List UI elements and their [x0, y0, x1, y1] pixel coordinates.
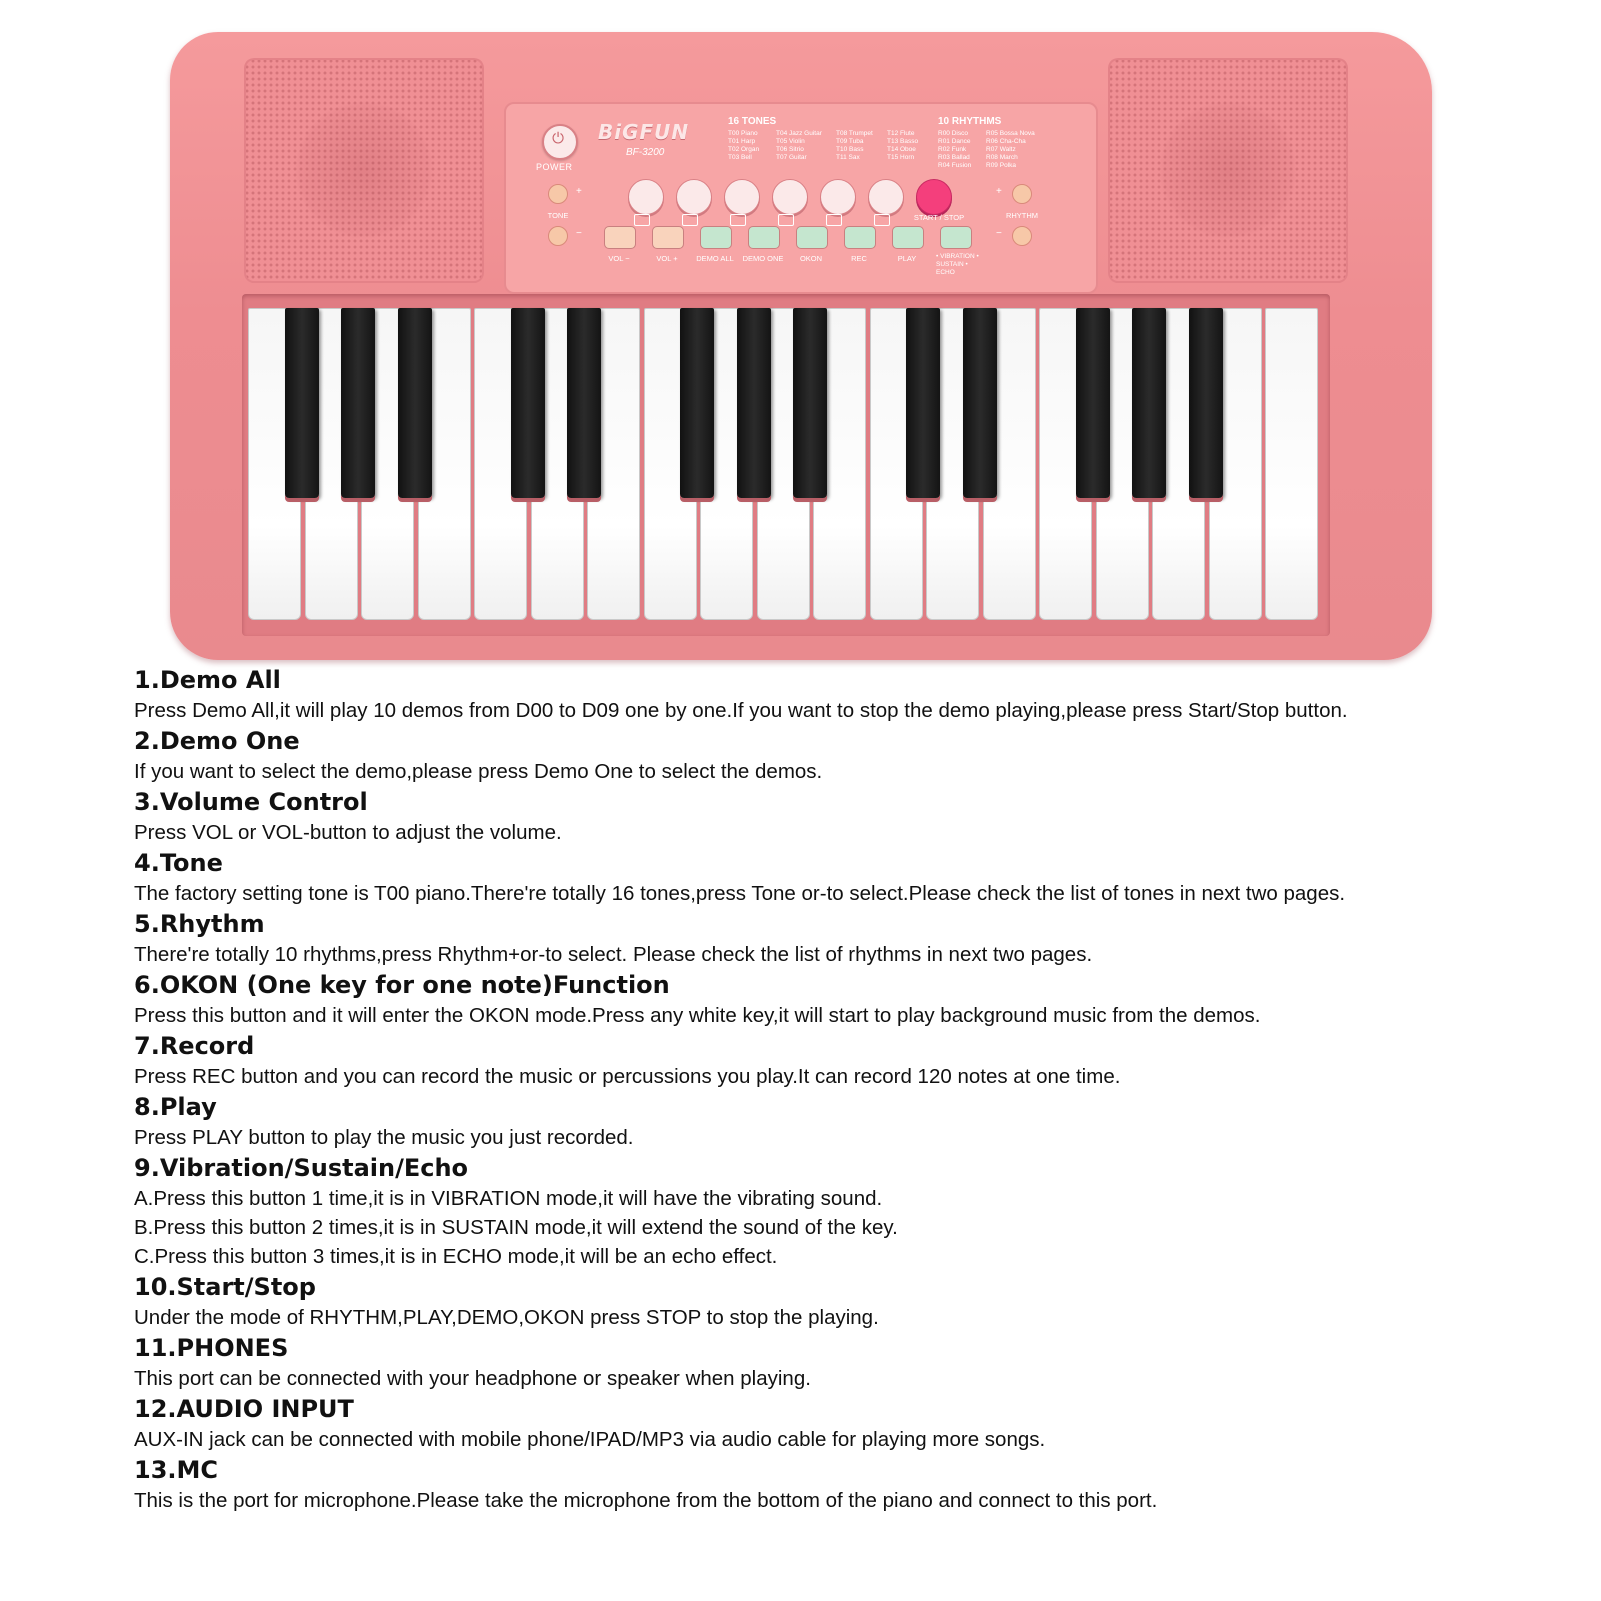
play-label: PLAY: [897, 254, 917, 263]
drum-icon-4: [778, 214, 794, 226]
section-title: 6.OKON (One key for one note)Function: [134, 971, 670, 999]
black-key: [906, 308, 940, 498]
effects-label: • VIBRATION • SUSTAIN • ECHO: [936, 253, 979, 276]
instruction-section: [134, 908, 1574, 969]
black-key: [285, 308, 319, 498]
tones-title: 16 TONES: [728, 116, 777, 127]
demo-one-button: [748, 226, 780, 249]
control-panel: [504, 102, 1098, 294]
instruction-section: [134, 786, 1574, 847]
drum-pad-3: [724, 179, 760, 215]
rhythms-title: 10 RHYTHMS: [938, 116, 1002, 127]
vol-plus-label: VOL +: [656, 254, 678, 263]
vol-minus-label: VOL −: [608, 254, 630, 263]
demo-one-label: DEMO ONE: [742, 254, 784, 263]
rec-button: [844, 226, 876, 249]
rhythm-minus-sign: −: [996, 228, 1002, 239]
section-text: This is the port for microphone.Please take the microphone from the bottom of the piano and connect to this port.: [134, 1489, 1158, 1512]
vibration-sustain-echo-button: [940, 226, 972, 249]
vol-minus-button: [604, 226, 636, 249]
instruction-section: [134, 1332, 1574, 1393]
section-text: AUX-IN jack can be connected with mobile phone/IPAD/MP3 via audio cable for playing more songs.: [134, 1428, 1046, 1451]
white-key: [1265, 308, 1318, 620]
start-stop-label: START / STOP: [913, 213, 965, 222]
drum-icon-2: [682, 214, 698, 226]
demo-all-button: [700, 226, 732, 249]
tone-plus-button: [548, 184, 568, 204]
rhythm-list-col-1: R00 Disco R01 Dance R02 Funk R03 Ballad R04 Fusion: [938, 130, 972, 169]
black-key: [793, 308, 827, 498]
tone-plus-sign: +: [576, 186, 582, 197]
instruction-section: [134, 1152, 1574, 1271]
okon-label: OKON: [799, 254, 823, 263]
rec-label: REC: [851, 254, 867, 263]
instruction-section: [134, 1393, 1574, 1454]
brand-logo: BiGFUN: [598, 120, 690, 144]
section-title: 12.AUDIO INPUT: [134, 1395, 354, 1423]
section-text: This port can be connected with your headphone or speaker when playing.: [134, 1367, 811, 1390]
drum-pad-4: [772, 179, 808, 215]
rhythm-minus-button: [1012, 226, 1032, 246]
section-text: If you want to select the demo,please press Demo One to select the demos.: [134, 760, 823, 783]
instruction-section: [134, 1271, 1574, 1332]
section-text: Press VOL or VOL-button to adjust the volume.: [134, 821, 562, 844]
tone-label: TONE: [547, 211, 569, 220]
instruction-section: [134, 725, 1574, 786]
instruction-section: [134, 847, 1574, 908]
tone-list-col-2: T04 Jazz Guitar T05 Violin T06 Sitrio T07 Guitar: [776, 130, 822, 161]
section-text: Press REC button and you can record the music or percussions you play.It can record 120 notes at one time.: [134, 1065, 1121, 1088]
rhythm-label: RHYTHM: [1005, 211, 1039, 220]
rhythm-list-col-2: R05 Bossa Nova R06 Cha-Cha R07 Waltz R08 March R09 Polka: [986, 130, 1035, 169]
rhythm-plus-button: [1012, 184, 1032, 204]
section-text: Press this button and it will enter the OKON mode.Press any white key,it will start to play background music from the demos.: [134, 1004, 1261, 1027]
tone-list-col-3: T08 Trumpet T09 Tuba T10 Bass T11 Sax: [836, 130, 873, 161]
drum-icon-1: [634, 214, 650, 226]
drum-icon-6: [874, 214, 890, 226]
black-key: [398, 308, 432, 498]
model-number: BF-3200: [626, 147, 665, 158]
section-title: 2.Demo One: [134, 727, 300, 755]
drum-pad-1: [628, 179, 664, 215]
keyboard-image: [170, 32, 1432, 660]
black-key: [1076, 308, 1110, 498]
section-text: There're totally 10 rhythms,press Rhythm+or-to select. Please check the list of rhythms in next two pages.: [134, 943, 1093, 966]
instructions: [134, 664, 1574, 1515]
section-text: The factory setting tone is T00 piano.There're totally 16 tones,press Tone or-to select.Please check the list of tones in next two pages.: [134, 882, 1346, 905]
section-title: 9.Vibration/Sustain/Echo: [134, 1154, 469, 1182]
section-title: 7.Record: [134, 1032, 255, 1060]
drum-pad-2: [676, 179, 712, 215]
black-key: [567, 308, 601, 498]
power-icon: ⏻: [552, 130, 564, 147]
play-button: [892, 226, 924, 249]
power-button: [542, 124, 578, 160]
okon-button: [796, 226, 828, 249]
instruction-section: [134, 1030, 1574, 1091]
black-key: [963, 308, 997, 498]
drum-icon-5: [826, 214, 842, 226]
section-title: 11.PHONES: [134, 1334, 289, 1362]
section-text: C.Press this button 3 times,it is in ECHO mode,it will be an echo effect.: [134, 1245, 778, 1268]
black-key: [1132, 308, 1166, 498]
tone-minus-button: [548, 226, 568, 246]
left-speaker-grille: [244, 58, 484, 283]
section-title: 8.Play: [134, 1093, 217, 1121]
instruction-section: [134, 664, 1574, 725]
section-title: 1.Demo All: [134, 666, 281, 694]
black-key: [341, 308, 375, 498]
demo-all-label: DEMO ALL: [696, 254, 734, 263]
instruction-section: [134, 1091, 1574, 1152]
tone-minus-sign: −: [576, 228, 582, 239]
vol-plus-button: [652, 226, 684, 249]
tone-list-col-1: T00 Piano T01 Harp T02 Organ T03 Bell: [728, 130, 760, 161]
drum-pad-6: [868, 179, 904, 215]
right-speaker-grille: [1108, 58, 1348, 283]
section-title: 3.Volume Control: [134, 788, 368, 816]
section-text: A.Press this button 1 time,it is in VIBRATION mode,it will have the vibrating sound.: [134, 1187, 883, 1210]
black-key: [737, 308, 771, 498]
drum-pad-5: [820, 179, 856, 215]
section-title: 10.Start/Stop: [134, 1273, 316, 1301]
black-key: [1189, 308, 1223, 498]
drum-icon-3: [730, 214, 746, 226]
power-label: POWER: [536, 162, 573, 172]
black-key: [680, 308, 714, 498]
section-text: Under the mode of RHYTHM,PLAY,DEMO,OKON press STOP to stop the playing.: [134, 1306, 879, 1329]
section-title: 13.MC: [134, 1456, 219, 1484]
black-key: [511, 308, 545, 498]
section-text: Press Demo All,it will play 10 demos from D00 to D09 one by one.If you want to stop the demo playing,please press Start/Stop button.: [134, 699, 1348, 722]
section-text: Press PLAY button to play the music you just recorded.: [134, 1126, 634, 1149]
section-title: 4.Tone: [134, 849, 223, 877]
section-text: B.Press this button 2 times,it is in SUSTAIN mode,it will extend the sound of the key.: [134, 1216, 898, 1239]
effect-button: [916, 179, 952, 215]
instruction-section: [134, 969, 1574, 1030]
tone-list-col-4: T12 Flute T13 Basso T14 Oboe T15 Horn: [887, 130, 919, 161]
section-title: 5.Rhythm: [134, 910, 265, 938]
rhythm-plus-sign: +: [996, 186, 1002, 197]
instruction-section: [134, 1454, 1574, 1515]
